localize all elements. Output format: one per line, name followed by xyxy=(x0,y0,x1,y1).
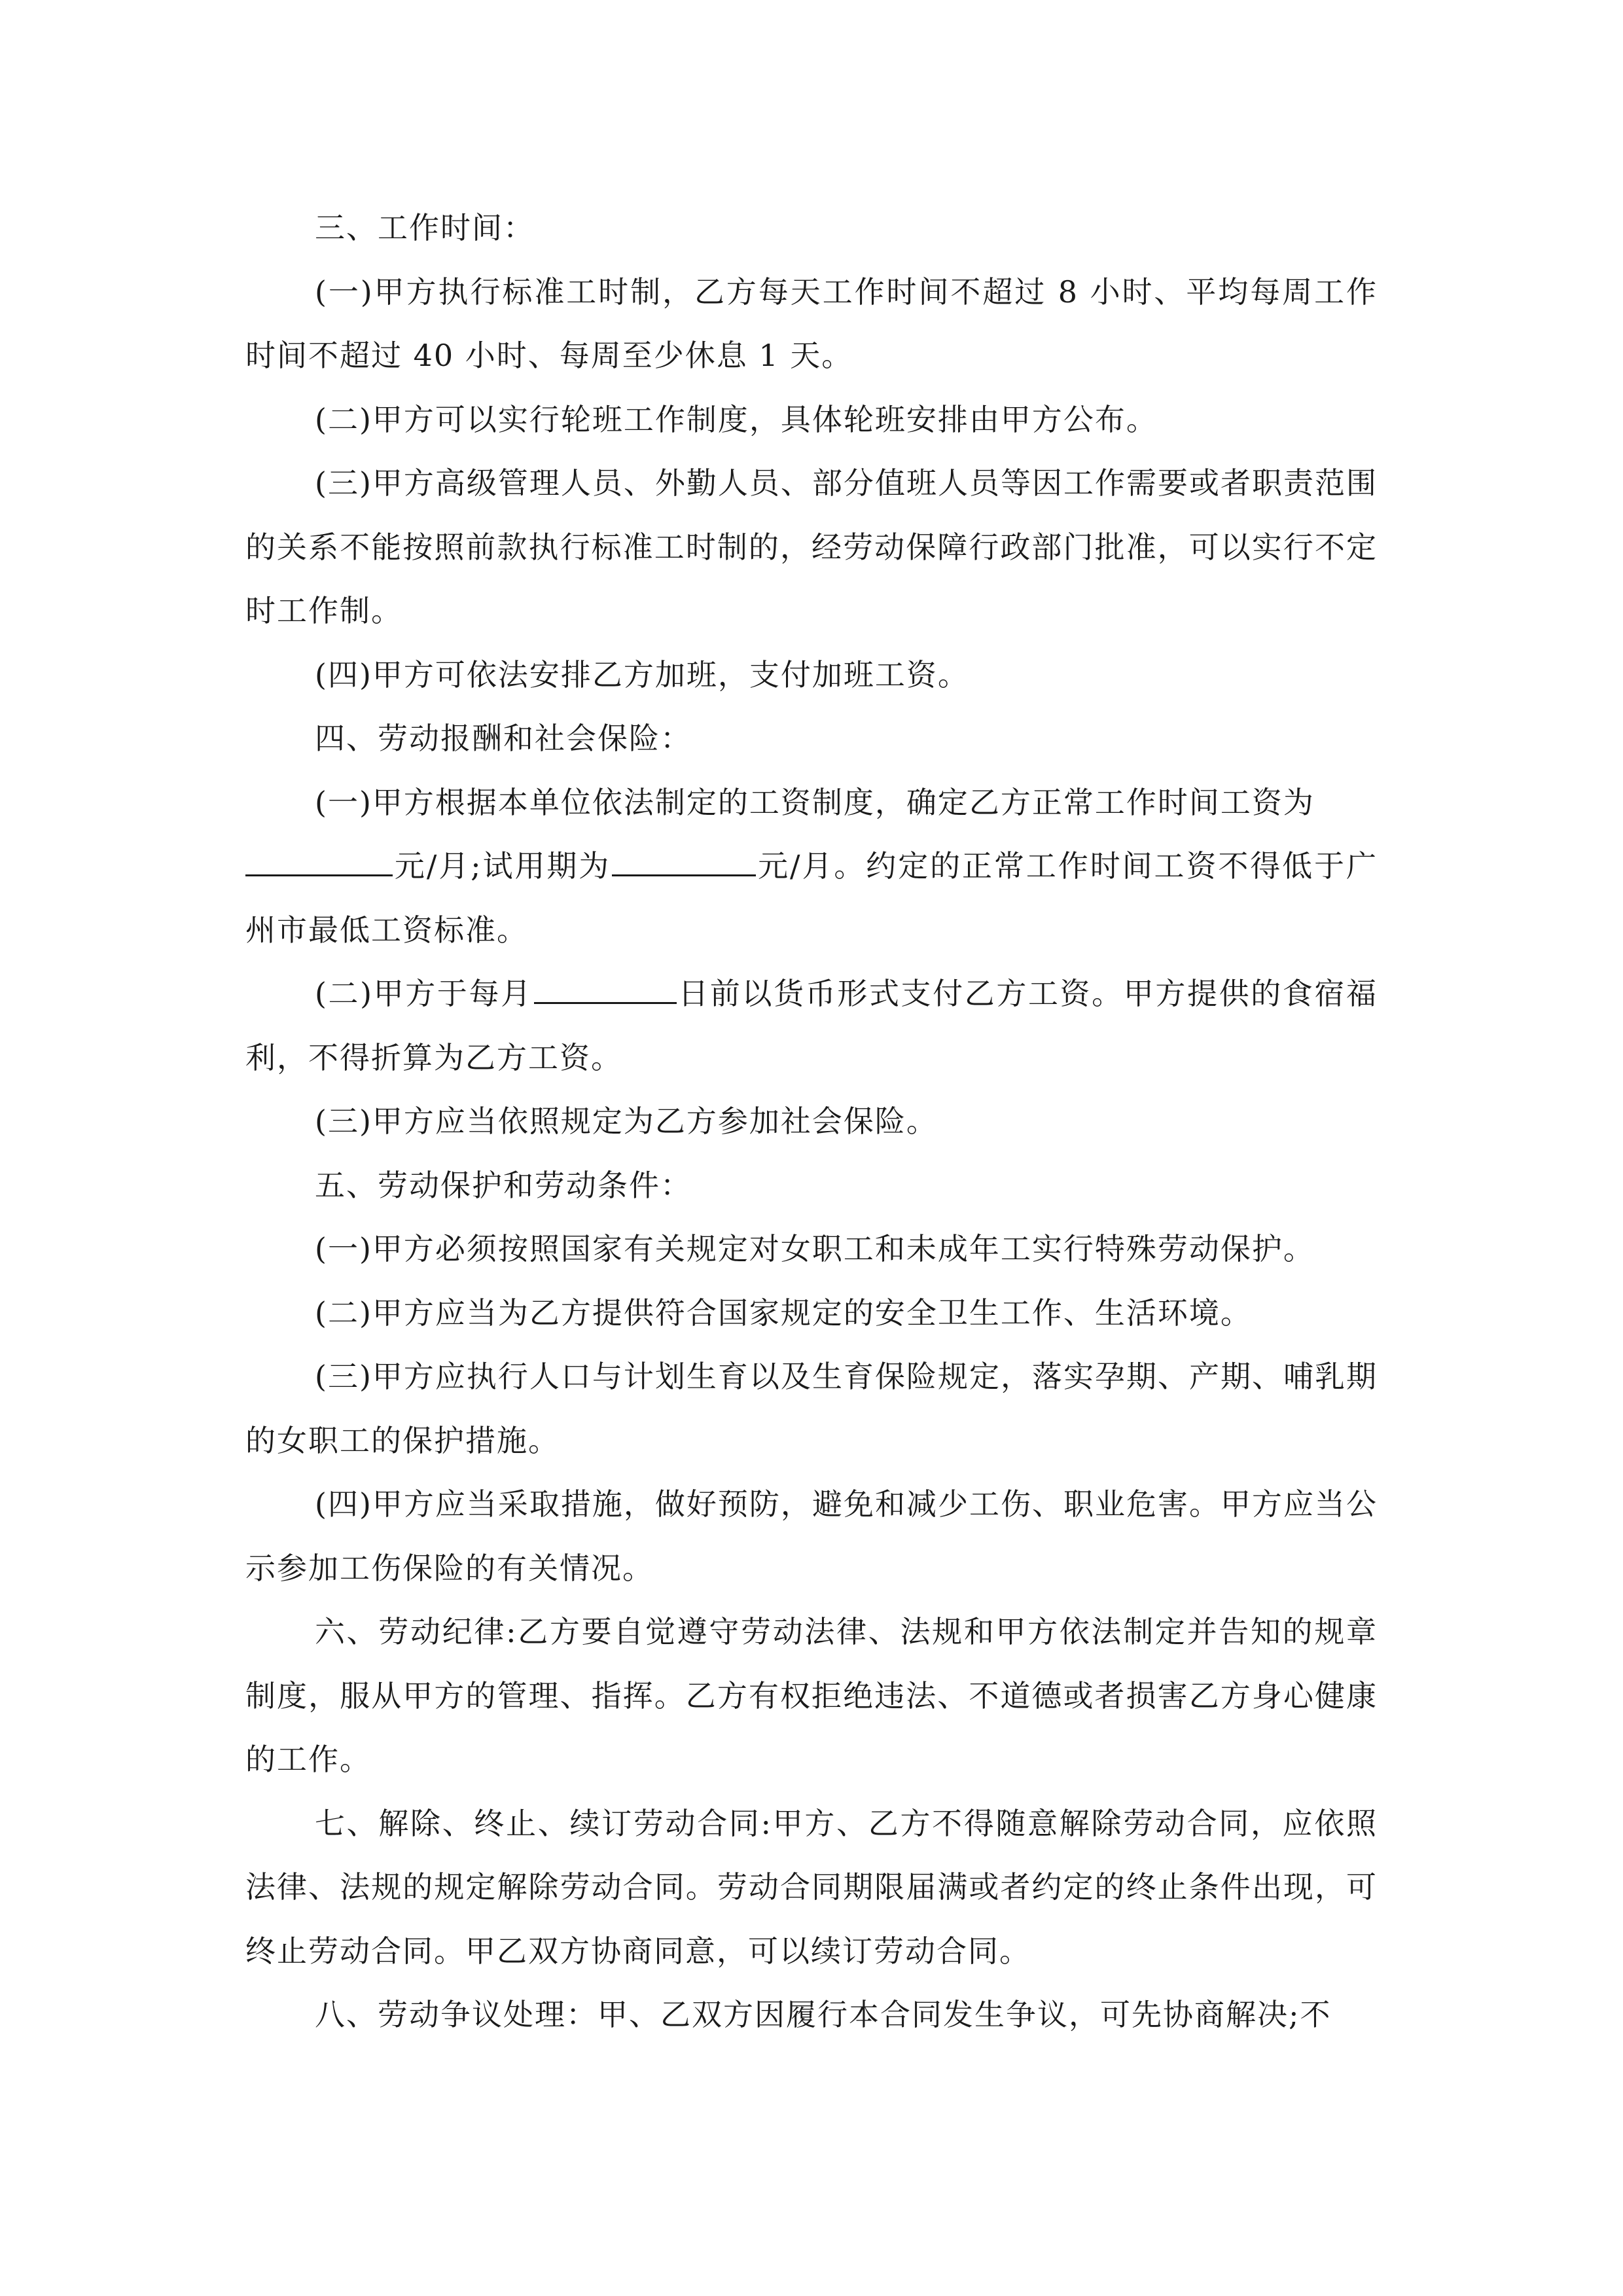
section-labor-discipline: 六、劳动纪律:乙方要自觉遵守劳动法律、法规和甲方依法制定并告知的规章制度，服从甲方的管理、指挥。乙方有权拒绝违法、不道德或者损害乙方身心健康的工作。 xyxy=(245,1614,1378,1777)
clause-wage-text-2: 元/月;试用期为 xyxy=(394,848,611,884)
section-heading-pay-insurance: 四、劳动报酬和社会保险： xyxy=(315,721,692,756)
pay-day-blank xyxy=(534,973,677,1004)
clause-shift-system: (二)甲方可以实行轮班工作制度，具体轮班安排由甲方公布。 xyxy=(315,401,1158,437)
section-heading-work-time: 三、工作时间： xyxy=(315,210,535,245)
clause-pay-date-text-2: 日前以货币形式支付乙方工资。甲方提供的食宿福利，不得折算为乙方工资。 xyxy=(245,976,1378,1075)
clause-standard-hours: (一)甲方执行标准工时制，乙方每天工作时间不超过 8 小时、平均每周工作时间不超过 40 小时、每周至少休息 1 天。 xyxy=(245,274,1378,373)
wage-amount-blank xyxy=(245,846,393,876)
section-heading-labor-protection: 五、劳动保护和劳动条件： xyxy=(315,1167,692,1203)
clause-social-insurance: (三)甲方应当依照规定为乙方参加社会保险。 xyxy=(315,1103,938,1139)
clause-special-protection: (一)甲方必须按照国家有关规定对女职工和未成年工实行特殊劳动保护。 xyxy=(315,1231,1315,1266)
document-body xyxy=(245,196,1378,2047)
clause-pay-date xyxy=(245,962,1378,1090)
clause-flexible-hours: (三)甲方高级管理人员、外勤人员、部分值班人员等因工作需要或者职责范围的关系不能按照前款执行标准工时制的，经劳动保障行政部门批准，可以实行不定时工作制。 xyxy=(245,465,1378,628)
clause-wage-text-3: 元/月。约定的正常工作时间工资不得低于广州市最低工资标准。 xyxy=(245,848,1378,948)
clause-injury-prevention: (四)甲方应当采取措施，做好预防，避免和减少工伤、职业危害。甲方应当公示参加工伤保险的有关情况。 xyxy=(245,1486,1378,1586)
probation-wage-blank xyxy=(612,846,756,876)
clause-maternity-protection: (三)甲方应执行人口与计划生育以及生育保险规定，落实孕期、产期、哺乳期的女职工的保护措施。 xyxy=(245,1359,1378,1458)
clause-safe-environment: (二)甲方应当为乙方提供符合国家规定的安全卫生工作、生活环境。 xyxy=(315,1295,1252,1331)
section-dispute-handling: 八、劳动争议处理：甲、乙双方因履行本合同发生争议，可先协商解决;不 xyxy=(315,1997,1332,2032)
clause-wage-text-1: (一)甲方根据本单位依法制定的工资制度，确定乙方正常工作时间工资为 xyxy=(315,784,1315,820)
clause-wage-amount xyxy=(245,771,1378,963)
clause-pay-date-text-1: (二)甲方于每月 xyxy=(315,976,533,1011)
clause-overtime: (四)甲方可依法安排乙方加班，支付加班工资。 xyxy=(315,656,969,692)
section-contract-termination: 七、解除、终止、续订劳动合同:甲方、乙方不得随意解除劳动合同，应依照法律、法规的规定解除劳动合同。劳动合同期限届满或者约定的终止条件出现，可终止劳动合同。甲乙双方协商同意，可以续订劳动合同。 xyxy=(245,1805,1378,1969)
